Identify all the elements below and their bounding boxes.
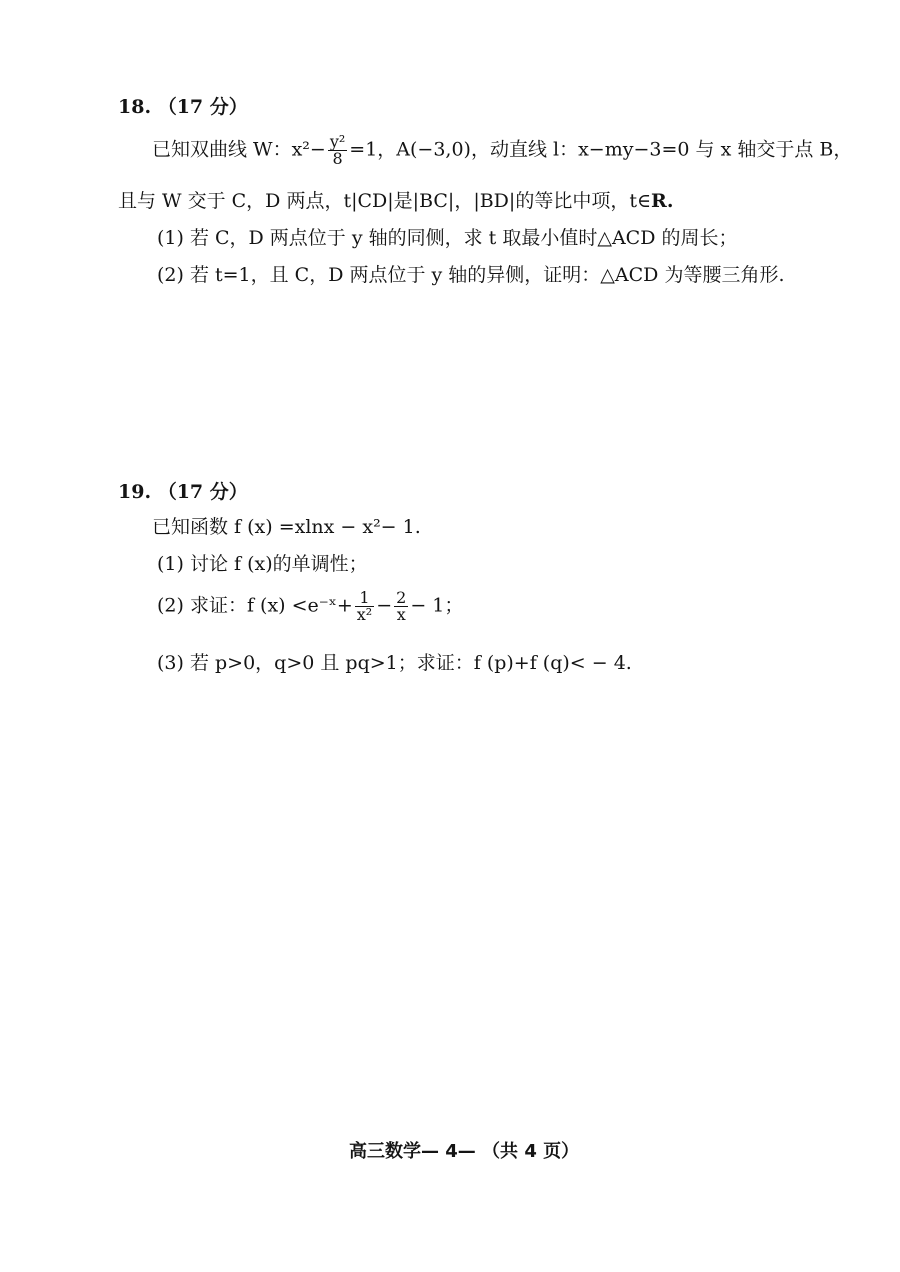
q19-points: （17 分） [157, 481, 248, 503]
q19-part2-text: (2) 求证：f (x) <e⁻ˣ+ [157, 594, 353, 617]
q18-stem-line1 [152, 134, 852, 167]
q19-fraction-2 [394, 590, 408, 623]
q19-fraction-1 [355, 590, 374, 623]
q18-stem-text: 已知双曲线 W：x²− [152, 138, 326, 161]
q18-real-set: R. [651, 190, 674, 212]
q18-number-text: 18. [118, 96, 152, 118]
q19-number [118, 483, 248, 502]
q19-frac1-numerator: 1 [355, 590, 374, 607]
q18-part1: (1) 若 C，D 两点位于 y 轴的同侧，求 t 取最小值时△ACD 的周长； [157, 227, 738, 249]
q18-frac-numerator: y² [329, 132, 346, 151]
q19-part2-minus: − [376, 594, 393, 617]
q19-part3: (3) 若 p>0，q>0 且 pq>1；求证：f (p)+f (q)< − 4. [157, 652, 632, 674]
q19-number-text: 19. [118, 481, 152, 503]
q18-fraction [328, 134, 347, 167]
q18-frac-denominator: 8 [332, 149, 343, 168]
q19-frac2-denominator: x [396, 605, 406, 624]
q18-number [118, 98, 248, 117]
page-footer: 高三数学— 4— （共 4 页） [349, 1141, 580, 1162]
q19-frac2-numerator: 2 [396, 588, 407, 607]
q18-stem-line2 [118, 192, 673, 211]
q18-stem-line2-text: 且与 W 交于 C，D 两点，t|CD|是|BC|，|BD|的等比中项，t∈ [118, 190, 652, 212]
q19-stem: 已知函数 f (x) =xlnx − x²− 1. [152, 516, 421, 538]
q18-part2: (2) 若 t=1，且 C，D 两点位于 y 轴的异侧，证明：△ACD 为等腰三角形. [157, 264, 785, 286]
q18-stem-text-2: =1，A(−3,0)，动直线 l：x−my−3=0 与 x 轴交于点 B， [349, 138, 853, 161]
q19-part2 [157, 590, 463, 623]
q19-part1: (1) 讨论 f (x)的单调性； [157, 553, 368, 575]
q18-points: （17 分） [157, 96, 248, 118]
q19-part2-tail: − 1； [410, 594, 464, 617]
q19-frac1-denominator: x² [356, 605, 373, 624]
